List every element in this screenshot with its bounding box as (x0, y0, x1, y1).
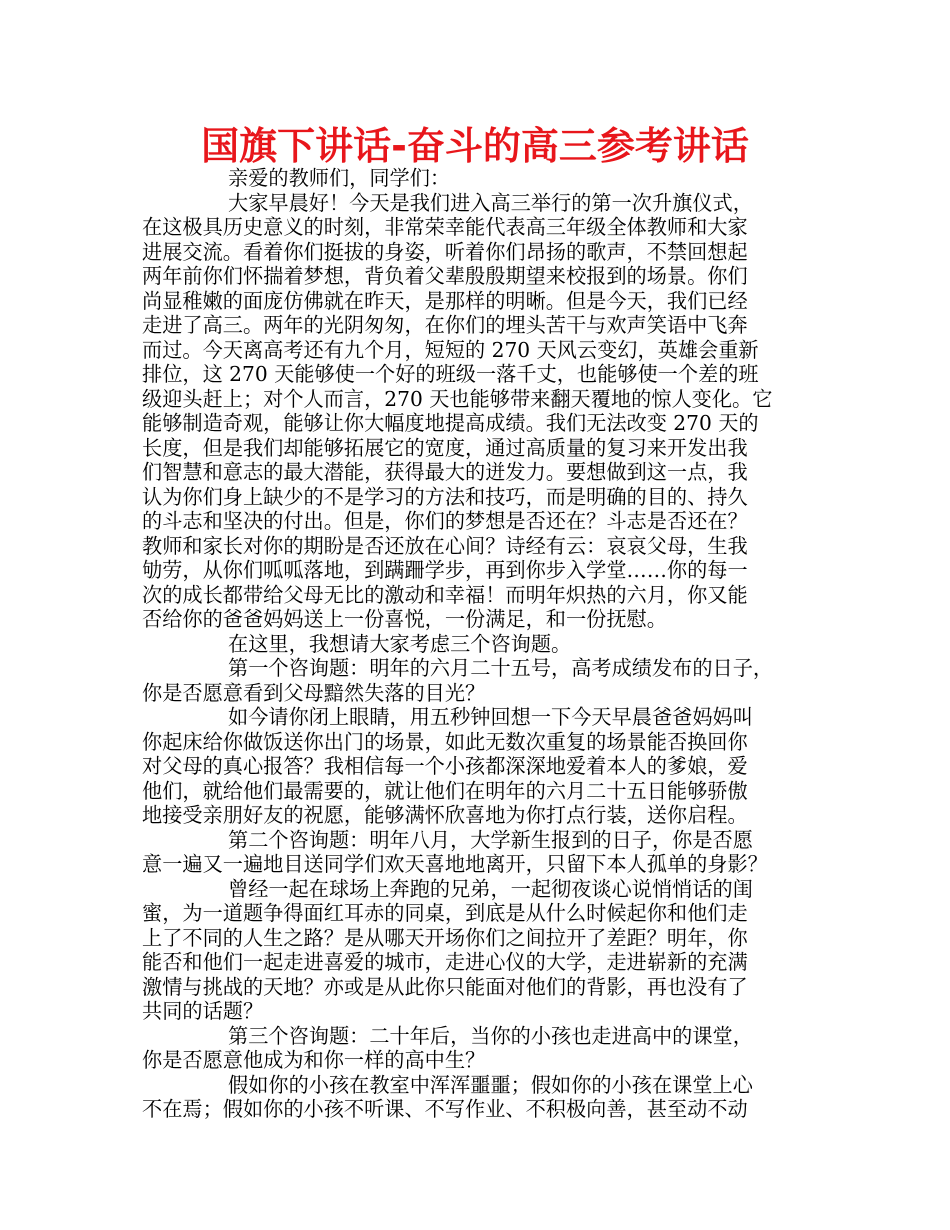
text-line: 大家早晨好！今天是我们进入高三举行的第一次升旗仪式， (228, 190, 753, 215)
text-line: 亲爱的教师们，同学们： (228, 166, 451, 190)
text-line: 假如你的小孩在教室中浑浑噩噩；假如你的小孩在课堂上心 (228, 1072, 753, 1097)
text-line: 意一遍又一遍地目送同学们欢天喜地地离开，只留下本人孤单的身影？ (142, 852, 768, 876)
text-line: 长度，但是我们却能够拓展它的宽度，通过高质量的复习来开发出我 (142, 435, 748, 460)
text-line: 走进了高三。两年的光阴匆匆，在你们的埋头苦干与欢声笑语中飞奔 (142, 313, 748, 337)
text-line: 教师和家长对你的期盼是否还放在心间？诗经有云：哀哀父母，生我 (142, 533, 748, 558)
text-line: 次的成长都带给父母无比的激动和幸福！而明年炽热的六月，你又能 (142, 582, 748, 607)
text-line: 曾经一起在球场上奔跑的兄弟，一起彻夜谈心说悄悄话的闺 (228, 876, 753, 901)
text-line: 尚显稚嫩的面庞仿佛就在昨天，是那样的明晰。但是今天，我们已经 (142, 288, 748, 313)
text-line: 共同的话题？ (142, 999, 264, 1023)
document-title: 国旗下讲话-奋斗的高三参考讲话 (201, 124, 749, 168)
text-line: 认为你们身上缺少的不是学习的方法和技巧，而是明确的目的、持久 (142, 484, 748, 509)
text-line: 不在焉；假如你的小孩不听课、不写作业、不积极向善，甚至动不动 (142, 1097, 748, 1121)
text-line: 在这里，我想请大家考虑三个咨询题。 (228, 631, 572, 656)
text-line: 劬劳，从你们呱呱落地，到蹒跚学步，再到你步入学堂……你的每一 (142, 558, 748, 582)
text-line: 否给你的爸爸妈妈送上一份喜悦，一份满足，和一份抚慰。 (142, 607, 667, 631)
text-line: 能否和他们一起走进喜爱的城市，走进心仪的大学，走进崭新的充满 (142, 950, 748, 974)
text-line: 对父母的真心报答？我相信每一个小孩都深深地爱着本人的爹娘，爱 (142, 754, 748, 778)
text-line: 能够制造奇观，能够让你大幅度地提高成绩。我们无法改变 270 天的 (142, 411, 759, 435)
text-line: 进展交流。看着你们挺拔的身姿，听着你们昂扬的歌声，不禁回想起 (142, 239, 748, 264)
text-line: 你起床给你做饭送你出门的场景，如此无数次重复的场景能否换回你 (142, 729, 748, 754)
text-line: 你是否愿意他成为和你一样的高中生？ (142, 1048, 486, 1072)
text-line: 你是否愿意看到父母黯然失落的目光？ (142, 680, 486, 705)
text-line: 在这极具历史意义的时刻，非常荣幸能代表高三年级全体教师和大家 (142, 215, 748, 239)
text-line: 激情与挑战的天地？亦或是从此你只能面对他们的背影，再也没有了 (142, 974, 748, 999)
text-line: 第二个咨询题：明年八月，大学新生报到的日子，你是否愿 (228, 827, 753, 852)
text-line: 的斗志和坚决的付出。但是，你们的梦想是否还在？斗志是否还在？ (142, 509, 748, 533)
text-line: 第三个咨询题：二十年后，当你的小孩也走进高中的课堂， (228, 1023, 753, 1048)
text-line: 而过。今天离高考还有九个月，短短的 270 天风云变幻，英雄会重新 (142, 337, 759, 362)
text-line: 上了不同的人生之路？是从哪天开场你们之间拉开了差距？明年，你 (142, 925, 748, 950)
text-line: 如今请你闭上眼睛，用五秒钟回想一下今天早晨爸爸妈妈叫 (228, 705, 753, 729)
text-line: 地接受亲朋好友的祝愿，能够满怀欣喜地为你打点行装，送你启程。 (142, 803, 748, 827)
text-line: 第一个咨询题：明年的六月二十五号，高考成绩发布的日子， (228, 656, 774, 680)
document-body (142, 166, 814, 1122)
text-line: 排位，这 270 天能够使一个好的班级一落千丈，也能够使一个差的班 (142, 362, 759, 386)
text-line: 蜜，为一道题争得面红耳赤的同桌，到底是从什么时候起你和他们走 (142, 901, 748, 925)
text-line: 两年前你们怀揣着梦想，背负着父辈殷殷期望来校报到的场景。你们 (142, 264, 748, 288)
text-line: 级迎头赶上；对个人而言，270 天也能够带来翻天覆地的惊人变化。它 (142, 386, 773, 411)
text-line: 他们，就给他们最需要的，就让他们在明年的六月二十五日能够骄傲 (142, 778, 748, 803)
text-line: 们智慧和意志的最大潜能，获得最大的迸发力。要想做到这一点，我 (142, 460, 748, 484)
